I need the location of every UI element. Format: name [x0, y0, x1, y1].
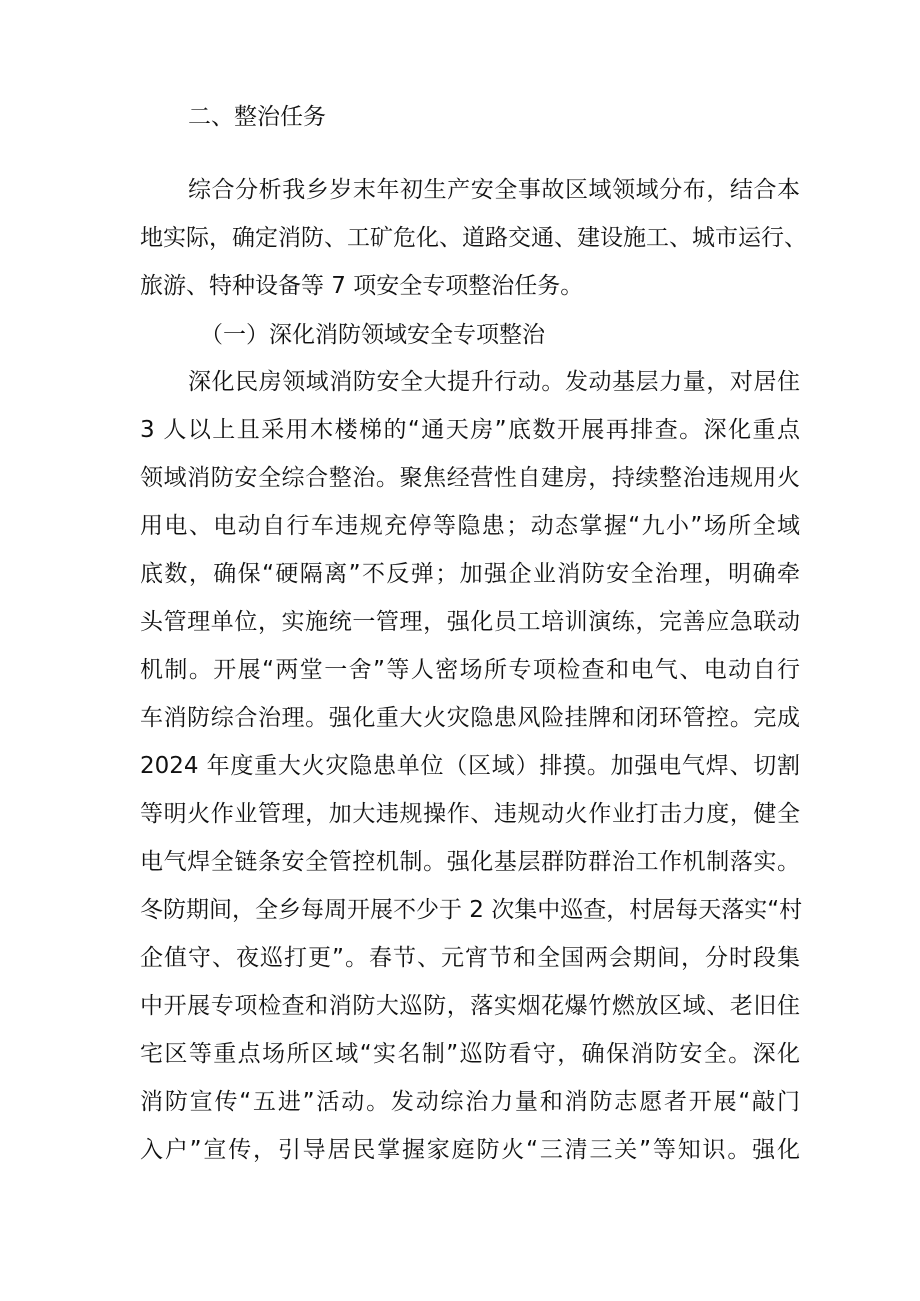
body-line: 车消防综合治理。强化重大火灾隐患风险挂牌和闭环管控。完成 — [140, 705, 800, 731]
body-line: 宅区等重点场所区域“实名制”巡防看守，确保消防安全。深化 — [140, 1041, 800, 1067]
body-line: 用电、电动自行车违规充停等隐患；动态掌握“九小”场所全域 — [140, 513, 800, 539]
intro-line: 综合分析我乡岁末年初生产安全事故区域领域分布，结合本 — [188, 177, 800, 203]
body-line: 2024 年度重大火灾隐患单位（区域）排摸。加强电气焊、切割 — [140, 753, 800, 779]
body-line: 等明火作业管理，加大违规操作、违规动火作业打击力度，健全 — [140, 801, 800, 827]
body-line: 中开展专项检查和消防大巡防，落实烟花爆竹燃放区域、老旧住 — [140, 993, 800, 1019]
body-line: 底数，确保“硬隔离”不反弹；加强企业消防安全治理，明确牵 — [140, 561, 800, 587]
body-line: 3 人以上且采用木楼梯的“通天房”底数开展再排查。深化重点 — [140, 417, 800, 443]
body-line: 入户”宣传，引导居民掌握家庭防火“三清三关”等知识。强化 — [140, 1137, 800, 1163]
intro-line: 地实际，确定消防、工矿危化、道路交通、建设施工、城市运行、 — [140, 225, 807, 251]
intro-line: 旅游、特种设备等 7 项安全专项整治任务。 — [140, 273, 584, 299]
section-heading: 二、整治任务 — [188, 104, 326, 130]
body-line: 冬防期间，全乡每周开展不少于 2 次集中巡查，村居每天落实“村 — [140, 897, 803, 923]
subheading: （一）深化消防领域安全专项整治 — [200, 322, 545, 348]
body-line: 企值守、夜巡打更”。春节、元宵节和全国两会期间，分时段集 — [140, 945, 800, 971]
body-line: 领域消防安全综合整治。聚焦经营性自建房，持续整治违规用火 — [140, 465, 800, 491]
body-line: 头管理单位，实施统一管理，强化员工培训演练，完善应急联动 — [140, 609, 800, 635]
body-line: 深化民房领域消防安全大提升行动。发动基层力量，对居住 — [188, 369, 800, 395]
body-line: 机制。开展“两堂一舍”等人密场所专项检查和电气、电动自行 — [140, 657, 800, 683]
body-line: 电气焊全链条安全管控机制。强化基层群防群治工作机制落实。 — [140, 849, 800, 875]
body-line: 消防宣传“五进”活动。发动综治力量和消防志愿者开展“敲门 — [140, 1089, 800, 1115]
